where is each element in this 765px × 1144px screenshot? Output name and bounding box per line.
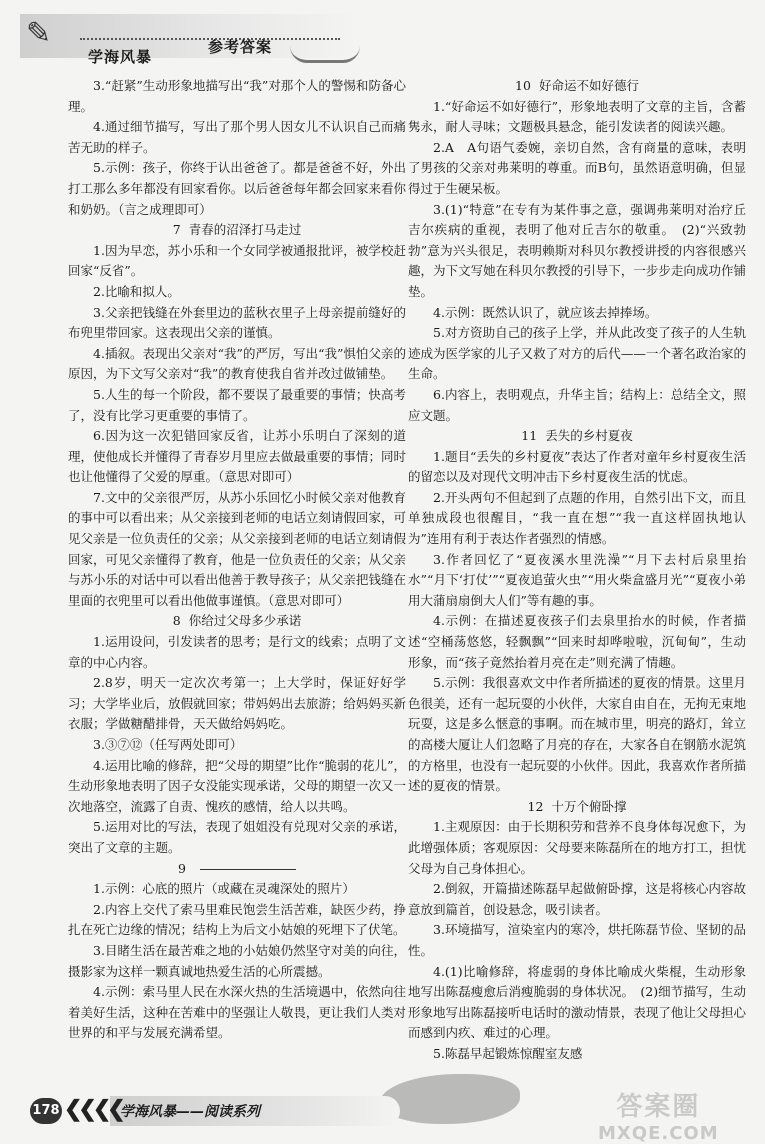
- section-title: 你给过父母多少承诺: [188, 613, 302, 629]
- section-heading: [68, 611, 406, 632]
- answer-paragraph: 4.运用比喻的修辞，把“父母的期望”比作“脆弱的花儿”，生动形象地表明了因子女没能实现承诺，父母的期望一次又一次地落空，流露了自责、愧疚的感情，给人以共鸣。: [68, 757, 406, 814]
- answer-paragraph: 1.主观原因：由于长期积劳和营养不良身体每况愈下，为此增强体质；客观原因：父母要来陈磊所在的地方打工，担忧父母为自己身体担心。: [408, 819, 746, 876]
- section-heading: [68, 220, 406, 241]
- answer-paragraph: 3.作者回忆了“夏夜溪水里洗澡”“月下去村后泉里抬水”“月下‘打仗’”“夏夜追萤火虫”“用火柴盒盛月光”“夏夜小弟用大蒲扇扇倒大人们”等有趣的事。: [408, 551, 746, 608]
- blank-title-line: [200, 869, 296, 870]
- answer-paragraph: 2.倒叙，开篇描述陈磊早起做俯卧撑，这是将核心内容故意放到篇首，创设悬念，吸引读者。: [408, 881, 746, 917]
- answer-paragraph: 2.内容上交代了索马里难民饱尝生活苦难，缺医少药，挣扎在死亡边缘的情况；结构上为后文小姑娘的死埋下了伏笔。: [68, 901, 406, 938]
- answer-paragraph: 3.目睹生活在最苦难之地的小姑娘仍然坚守对美的向往，摄影家为这样一颗真诚地热爱生活的心所震撼。: [68, 942, 406, 979]
- section-number: 10: [515, 78, 531, 93]
- answer-paragraph: 6.内容上，表明观点，升华主旨；结构上：总结全文，照应文题。: [408, 386, 746, 423]
- page-header: [0, 0, 765, 72]
- section-number: 9: [178, 860, 186, 876]
- section-title: 丢失的乡村夏夜: [545, 428, 633, 444]
- answer-paragraph: 2.A A句语气委婉，亲切自然，含有商量的意味，表明了男孩的父亲对弗莱明的尊重。而B句，虽然语意明确，但显得过于生硬呆板。: [408, 139, 746, 196]
- watermark-url: MXQE.COM: [598, 1123, 719, 1144]
- section-title: 十万个俯卧撑: [551, 798, 627, 814]
- answer-paragraph: 1.运用设问，引发读者的思考；是行文的线索；点明了文章的中心内容。: [68, 634, 406, 670]
- series-title: 学海风暴: [88, 48, 153, 66]
- answer-paragraph: 5.陈磊早起锻炼惊醒室友感: [433, 1045, 583, 1061]
- section-heading: [68, 859, 406, 880]
- answer-paragraph: 5.人生的每一个阶段，都不要误了最重要的事情；快高考了，没有比学习更重要的事情了。: [68, 386, 406, 423]
- answer-section-title: 参考答案: [208, 38, 273, 56]
- answer-paragraph: 5.运用对比的写法，表现了姐姐没有兑现对父亲的承诺，突出了文章的主题。: [68, 819, 406, 855]
- page-number: 178: [30, 1098, 62, 1124]
- left-column: [68, 76, 406, 1044]
- section-number: 12: [527, 798, 544, 814]
- section-number: 11: [521, 428, 538, 444]
- answer-paragraph: 6.因为这一次犯错回家反省，让苏小乐明白了深刻的道理，使他成长并懂得了青春岁月里应去做最重要的事情；同时也让他懂得了父爱的厚重。（意思对即可）: [68, 428, 406, 485]
- answer-paragraph: 4.示例：索马里人民在水深火热的生活境遇中，依然向往着美好生活，这种在苦难中的坚强让人敬畏，更让我们人类对世界的和平与发展充满希望。: [68, 984, 406, 1041]
- answer-paragraph: 5.对方资助自己的孩子上学，并从此改变了孩子的人生轨迹成为医学家的儿子又救了对方的后代——一个著名政治家的生命。: [408, 325, 746, 382]
- footer-series-text: 学海风暴——阅读系列: [120, 1104, 260, 1120]
- section-number: 8: [172, 613, 181, 629]
- watermark: [598, 1086, 719, 1144]
- section-heading: [408, 76, 746, 97]
- answer-paragraph: 1.因为早恋，苏小乐和一个女同学被通报批评，被学校赶回家“反省”。: [68, 242, 406, 279]
- answer-paragraph: 3.环境描写，渲染室内的寒冷，烘托陈磊节俭、坚韧的品性。: [408, 922, 746, 958]
- answer-paragraph: 4.示例：在描述夏夜孩子们去泉里抬水的时候，作者描述“空桶荡悠悠，轻飘飘”“回来时却哗啦啦，沉甸甸”，生动形象，而“孩子竟然抬着月亮在走”则充满了情趣。: [408, 613, 746, 670]
- answer-paragraph: 4.示例：既然认识了，就应该去掉捧场。: [433, 304, 658, 320]
- answer-paragraph: 3.③⑦⑫（任写两处即可）: [93, 737, 243, 752]
- answer-paragraph: 7.文中的父亲很严厉，从苏小乐回忆小时候父亲对他教育的事中可以看出来；从父亲接到老师的电话立刻请假回家，可见父亲是一位负责任的父亲；从父亲接到老师的电话立刻请假回家，可见父亲懂得了教育，他是一位负责任的父亲；从父亲与苏小乐的对话中可以看出他善于教导孩子；从父亲把钱缝在里面的衣兜里可以看出他做事谨慎。（意思对即可）: [68, 489, 406, 608]
- answer-paragraph: 1.“好命运不如好德行”，形象地表明了文章的主旨，含蓄隽永，耐人寻味；文题极具悬念，能引发读者的阅读兴趣。: [408, 98, 746, 135]
- answer-paragraph: 2.8岁，明天一定次次考第一；上大学时，保证好好学习；大学毕业后，放假就回家；带妈妈出去旅游；给妈妈买新衣服；学做糖醋排骨，天天做给妈妈吃。: [68, 675, 406, 732]
- answer-paragraph: 3.(1)“特意”在专有为某件事之意，强调弗莱明对治疗丘吉尔疾病的重视，表明了他对丘吉尔的敬重。 (2)“兴致勃勃”意为兴头很足，表明赖斯对科贝尔教授讲授的内容很感兴趣，为下文写她在科贝尔教授的引导下，一步步走向成功作铺垫。: [408, 201, 746, 299]
- answer-paragraph: 2.比喻和拟人。: [93, 283, 180, 299]
- answer-paragraph: 1.示例：心底的照片（或藏在灵魂深处的照片）: [93, 881, 355, 897]
- section-number: 7: [172, 222, 181, 238]
- pen-icon: ✎: [26, 16, 52, 51]
- answer-paragraph: 2.开头两句不但起到了点题的作用，自然引出下文，而且单独成段也很醒目，“我一直在想”“我一直这样固执地认为”连用有利于表达作者强烈的情感。: [408, 489, 746, 547]
- section-title: 青春的沼泽打马走过: [188, 222, 302, 238]
- answer-paragraph: 3.父亲把钱缝在外套里边的蓝秋衣里子上母亲提前缝好的布兜里带回家。这表现出父亲的谨慎。: [68, 304, 406, 341]
- answer-paragraph: 4.通过细节描写，写出了那个男人因女儿不认识自己而痛苦无助的样子。: [68, 119, 406, 155]
- answer-paragraph: 4.插叙。表现出父亲对“我”的严厉，写出“我”惧怕父亲的原因，为下文写父亲对“我”的教育使我自省并改过做铺垫。: [68, 345, 406, 382]
- dolphin-decoration: [380, 1074, 520, 1124]
- section-heading: [408, 426, 746, 447]
- section-heading: [408, 797, 746, 818]
- header-wave-decoration: [290, 46, 360, 63]
- answer-paragraph: 3.“赶紧”生动形象地描写出“我”对那个人的警惕和防备心理。: [68, 78, 406, 114]
- section-title: 好命运不如好德行: [538, 78, 639, 93]
- watermark-logo-text: 答案圈: [616, 1092, 701, 1122]
- answer-paragraph: 5.示例：孩子，你终于认出爸爸了。都是爸爸不好，外出打工那么多年都没有回家看你。以后爸爸每年都会回家来看你和奶奶。（言之成理即可）: [68, 160, 406, 217]
- arrow-decoration-icon: ❮❮❮❮: [64, 1096, 122, 1122]
- answer-paragraph: 5.示例：我很喜欢文中作者所描述的夏夜的情景。这里月色很美，还有一起玩耍的小伙伴，大家自由自在，无拘无束地玩耍，这是多么惬意的事啊。而在城市里，明亮的路灯，耸立的高楼大厦让人们忽略了月亮的存在，大家各自在钢筋水泥筑的方格里，也没有一起玩耍的小伙伴。因此，我喜欢作者所描述的夏夜的情景。: [408, 675, 746, 794]
- answer-paragraph: 4.(1)比喻修辞，将虚弱的身体比喻成火柴棍，生动形象地写出陈磊瘦愈后消瘦脆弱的身体状况。 (2)细节描写，生动形象地写出陈磊接听电话时的激动情景，表现了他让父母担心而感到内疚、难过的心理。: [408, 963, 746, 1041]
- right-column: [408, 76, 746, 1065]
- answer-paragraph: 1.题目“丢失的乡村夏夜”表达了作者对童年乡村夏夜生活的留恋以及对现代文明冲击下乡村夏夜生活的忧虑。: [408, 448, 746, 485]
